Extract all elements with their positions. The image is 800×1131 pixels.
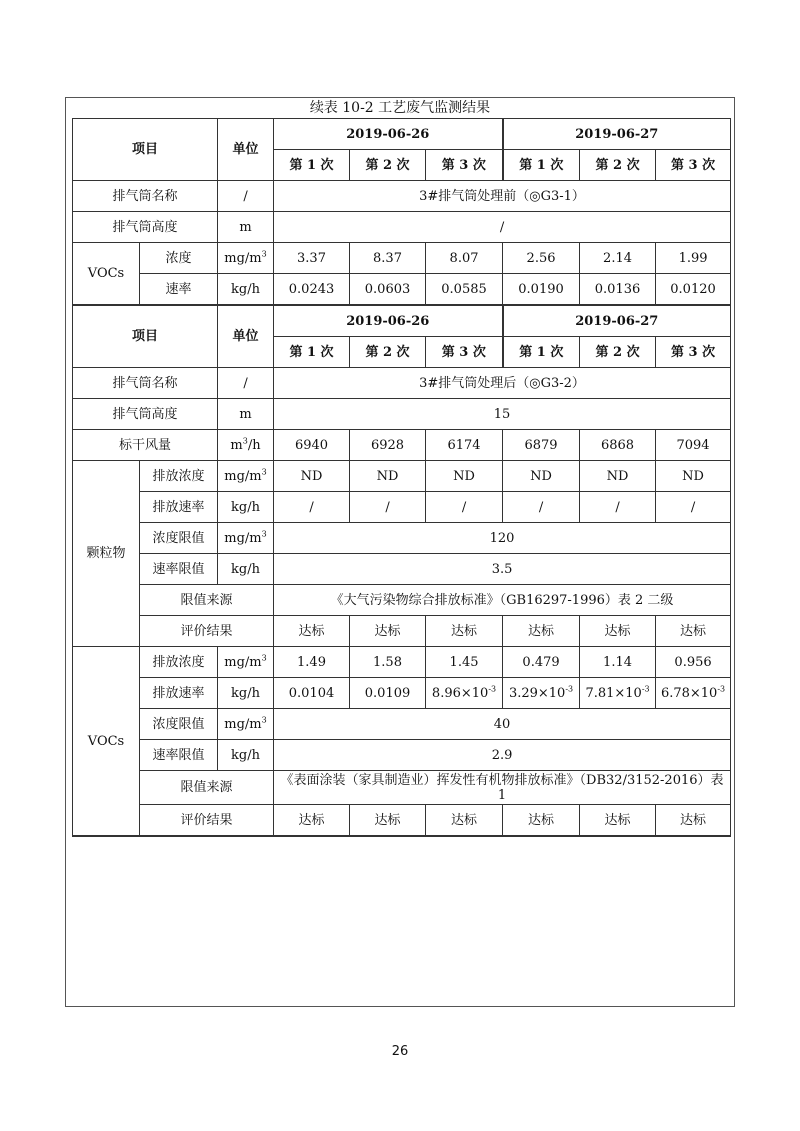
row-label: 浓度限值 <box>140 709 218 740</box>
table-row <box>73 181 731 212</box>
header-date-1: 2019-06-26 <box>274 119 503 150</box>
header-run: 第 3 次 <box>656 337 731 368</box>
eval-result: 达标 <box>274 616 350 647</box>
row-unit: / <box>218 368 274 399</box>
row-unit: kg/h <box>218 554 274 585</box>
row-label: 浓度限值 <box>140 523 218 554</box>
cell-value: 0.479 <box>503 647 580 678</box>
header-run: 第 2 次 <box>350 337 426 368</box>
header-item: 项目 <box>73 119 218 181</box>
row-unit: $mg/m^3$ <box>218 243 274 274</box>
cell-value: $7.81\times 10^{-3}$ <box>580 678 656 709</box>
table-row <box>73 709 731 740</box>
row-unit: $m^3/h$ <box>218 430 274 461</box>
stack-name-value: 3#排气筒处理前（◎G3-1） <box>274 181 731 212</box>
cell-value: ND <box>656 461 731 492</box>
header-date-1: 2019-06-26 <box>274 305 503 337</box>
cell-value: 2.14 <box>580 243 656 274</box>
table-row <box>73 740 731 771</box>
limit-value: 3.5 <box>274 554 731 585</box>
row-label: 限值来源 <box>140 585 274 616</box>
cell-value: 1.49 <box>274 647 350 678</box>
header-run: 第 1 次 <box>503 337 580 368</box>
row-label: 浓度 <box>140 243 218 274</box>
page-frame <box>65 97 735 1007</box>
table-row <box>73 492 731 523</box>
page-number: 26 <box>391 1044 409 1059</box>
row-label: 标干风量 <box>73 430 218 461</box>
cell-value: $8.96\times 10^{-3}$ <box>426 678 503 709</box>
group-label: VOCs <box>73 243 140 306</box>
header-unit: 单位 <box>218 119 274 181</box>
row-label: 排气筒高度 <box>73 399 218 430</box>
cell-value: / <box>350 492 426 523</box>
header-unit: 单位 <box>218 305 274 368</box>
eval-result: 达标 <box>274 805 350 837</box>
header-run: 第 3 次 <box>426 337 503 368</box>
eval-result: 达标 <box>580 805 656 837</box>
header-date-2: 2019-06-27 <box>503 119 731 150</box>
table-row <box>73 585 731 616</box>
table-row <box>73 212 731 243</box>
cell-value: 0.0603 <box>350 274 426 306</box>
cell-value: $3.29\times 10^{-3}$ <box>503 678 580 709</box>
limit-value: 40 <box>274 709 731 740</box>
header-run: 第 1 次 <box>274 337 350 368</box>
limit-source: 《大气污染物综合排放标准》（GB16297-1996）表 2 二级 <box>274 585 731 616</box>
cell-value: 0.0243 <box>274 274 350 306</box>
stack-name-value: 3#排气筒处理后（◎G3-2） <box>274 368 731 399</box>
cell-value: ND <box>274 461 350 492</box>
row-label: 排放速率 <box>140 492 218 523</box>
cell-value: 1.99 <box>656 243 731 274</box>
cell-value: 1.14 <box>580 647 656 678</box>
cell-value: / <box>656 492 731 523</box>
eval-result: 达标 <box>350 805 426 837</box>
table-row <box>73 554 731 585</box>
row-unit: $mg/m^3$ <box>218 647 274 678</box>
cell-value: 1.45 <box>426 647 503 678</box>
header-item: 项目 <box>73 305 218 368</box>
table-row <box>73 399 731 430</box>
row-label: 速率 <box>140 274 218 306</box>
cell-value: 0.0136 <box>580 274 656 306</box>
cell-value: / <box>426 492 503 523</box>
eval-result: 达标 <box>503 616 580 647</box>
table-row <box>73 805 731 837</box>
cell-value: 6868 <box>580 430 656 461</box>
row-label: 速率限值 <box>140 740 218 771</box>
cell-value: / <box>580 492 656 523</box>
row-label: 排气筒名称 <box>73 368 218 399</box>
stack-height-value: / <box>274 212 731 243</box>
table-row <box>73 647 731 678</box>
row-unit: / <box>218 181 274 212</box>
cell-value: 6174 <box>426 430 503 461</box>
group-label: VOCs <box>73 647 140 837</box>
cell-value: / <box>503 492 580 523</box>
header-row-dates <box>73 305 731 337</box>
row-label: 评价结果 <box>140 616 274 647</box>
row-label: 排气筒高度 <box>73 212 218 243</box>
header-run: 第 3 次 <box>426 150 503 181</box>
cell-value: 0.0104 <box>274 678 350 709</box>
cell-value: 0.0190 <box>503 274 580 306</box>
table-caption: 续表 10-2 工艺废气监测结果 <box>309 100 491 116</box>
header-run: 第 2 次 <box>580 150 656 181</box>
cell-value: / <box>274 492 350 523</box>
eval-result: 达标 <box>426 805 503 837</box>
cell-value: ND <box>503 461 580 492</box>
row-unit: m <box>218 399 274 430</box>
table-row <box>73 771 731 805</box>
cell-value: 6928 <box>350 430 426 461</box>
row-unit: m <box>218 212 274 243</box>
cell-value: 0.0120 <box>656 274 731 306</box>
cell-value: 0.0109 <box>350 678 426 709</box>
row-unit: kg/h <box>218 678 274 709</box>
eval-result: 达标 <box>503 805 580 837</box>
header-run: 第 3 次 <box>656 150 731 181</box>
row-unit: kg/h <box>218 740 274 771</box>
header-run: 第 1 次 <box>503 150 580 181</box>
cell-value: 0.956 <box>656 647 731 678</box>
eval-result: 达标 <box>656 616 731 647</box>
cell-value: 2.56 <box>503 243 580 274</box>
limit-value: 2.9 <box>274 740 731 771</box>
row-unit: $mg/m^3$ <box>218 709 274 740</box>
cell-value: 7094 <box>656 430 731 461</box>
eval-result: 达标 <box>656 805 731 837</box>
cell-value: 8.37 <box>350 243 426 274</box>
table-row <box>73 430 731 461</box>
monitoring-table <box>72 118 731 837</box>
limit-value: 120 <box>274 523 731 554</box>
header-run: 第 1 次 <box>274 150 350 181</box>
cell-value: ND <box>350 461 426 492</box>
header-row-dates <box>73 119 731 150</box>
table-row <box>73 274 731 306</box>
cell-value: 8.07 <box>426 243 503 274</box>
table-row <box>73 243 731 274</box>
stack-height-value: 15 <box>274 399 731 430</box>
row-label: 限值来源 <box>140 771 274 805</box>
eval-result: 达标 <box>350 616 426 647</box>
row-unit: kg/h <box>218 274 274 306</box>
row-unit: $mg/m^3$ <box>218 523 274 554</box>
header-run: 第 2 次 <box>580 337 656 368</box>
table-row <box>73 368 731 399</box>
cell-value: 0.0585 <box>426 274 503 306</box>
row-label: 评价结果 <box>140 805 274 837</box>
row-unit: $mg/m^3$ <box>218 461 274 492</box>
row-unit: kg/h <box>218 492 274 523</box>
row-label: 排气筒名称 <box>73 181 218 212</box>
cell-value: 6879 <box>503 430 580 461</box>
row-label: 排放浓度 <box>140 647 218 678</box>
cell-value: ND <box>426 461 503 492</box>
header-run: 第 2 次 <box>350 150 426 181</box>
eval-result: 达标 <box>426 616 503 647</box>
table-row <box>73 461 731 492</box>
table-row <box>73 616 731 647</box>
table-row <box>73 523 731 554</box>
eval-result: 达标 <box>580 616 656 647</box>
group-label: 颗粒物 <box>73 461 140 647</box>
cell-value: 3.37 <box>274 243 350 274</box>
cell-value: 1.58 <box>350 647 426 678</box>
row-label: 排放速率 <box>140 678 218 709</box>
table-row <box>73 678 731 709</box>
cell-value: 6940 <box>274 430 350 461</box>
header-date-2: 2019-06-27 <box>503 305 731 337</box>
row-label: 速率限值 <box>140 554 218 585</box>
row-label: 排放浓度 <box>140 461 218 492</box>
limit-source: 《表面涂装（家具制造业）挥发性有机物排放标准》（DB32/3152-2016）表 1 <box>274 771 731 805</box>
cell-value: $6.78\times 10^{-3}$ <box>656 678 731 709</box>
cell-value: ND <box>580 461 656 492</box>
